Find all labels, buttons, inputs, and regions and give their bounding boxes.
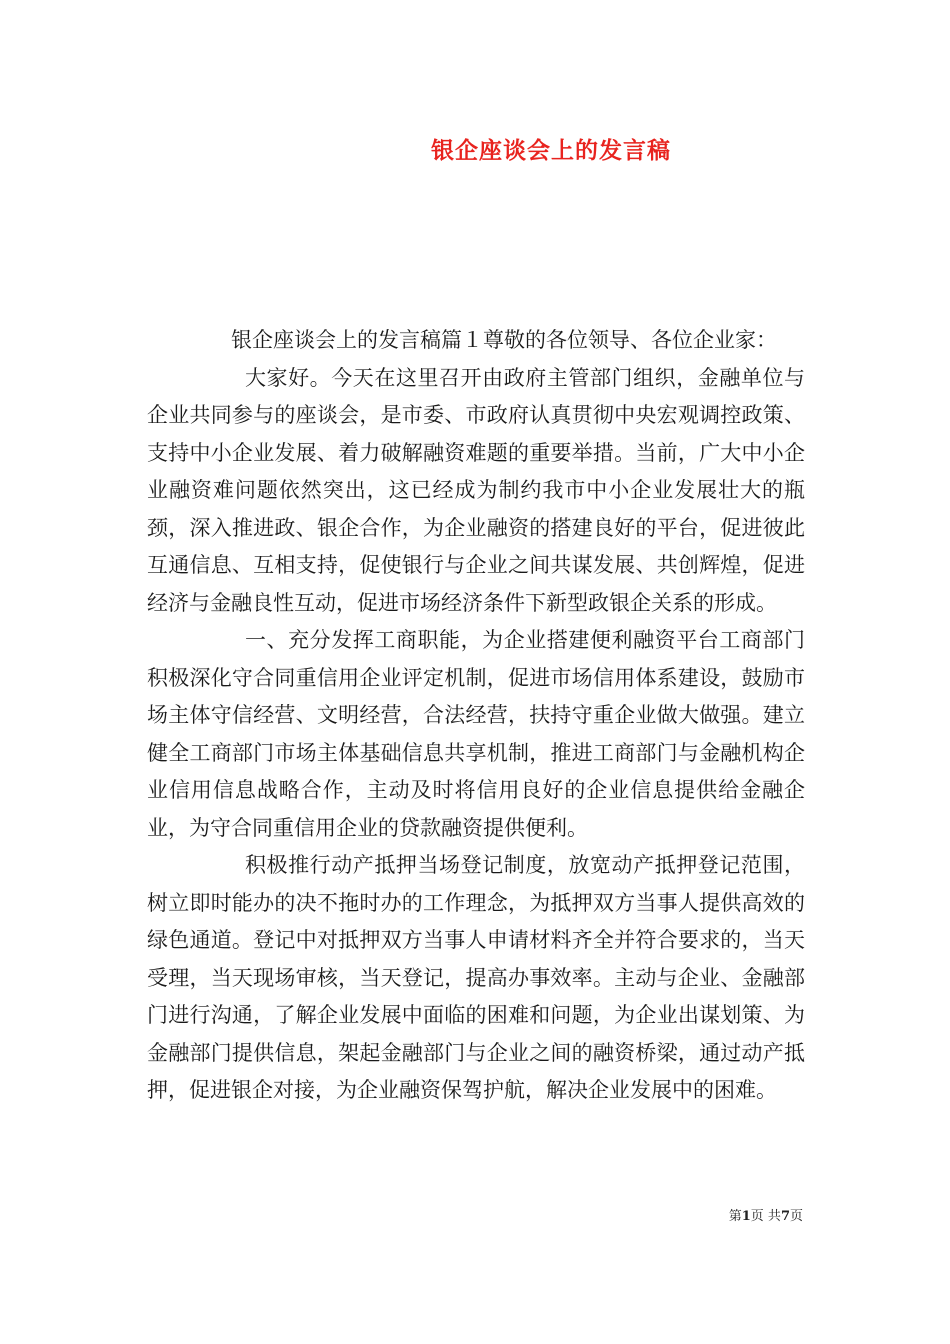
paragraph-greeting: 大家好。今天在这里召开由政府主管部门组织，金融单位与企业共同参与的座谈会，是市委、市政府认真贯彻中央宏观调控政策、支持中小企业发展、着力破解融资难题的重要举措。当前，广大中小企业融资难问题依然突出，这已经成为制约我市中小企业发展壮大的瓶颈，深入推进政、银企合作，为企业融资的搭建良好的平台，促进彼此互通信息、互相支持，促使银行与企业之间共谋发展、共创辉煌，促进经济与金融良性互动，促进市场经济条件下新型政银企关系的形成。 — [147, 365, 805, 615]
footer-total-pages: 7 — [780, 1209, 790, 1224]
footer-suffix: 页 — [789, 1209, 803, 1224]
paragraph-mortgage: 积极推行动产抵押当场登记制度，放宽动产抵押登记范围，树立即时能办的决不拖时办的工作理念，为抵押双方当事人提供高效的绿色通道。登记中对抵押双方当事人申请材料齐全并符合要求的，当天受理，当天现场审核，当天登记，提高办事效率。主动与企业、金融部门进行沟通，了解企业发展中面临的困难和问题，为企业出谋划策、为金融部门提供信息，架起金融部门与企业之间的融资桥梁，通过动产抵押，促进银企对接，为企业融资保驾护航，解决企业发展中的困难。 — [147, 853, 805, 1102]
footer-prefix: 第 — [728, 1209, 742, 1224]
document-title: 银企座谈会上的发言稿 — [431, 137, 671, 164]
paragraph-section-one: 一、充分发挥工商职能，为企业搭建便利融资平台工商部门积极深化守合同重信用企业评定机制，促进市场信用体系建设，鼓励市场主体守信经营、文明经营，合法经营，扶持守重企业做大做强。建立健全工商部门市场主体基础信息共享机制，推进工商部门与金融机构企业信用信息战略合作，主动及时将信用良好的企业信息提供给金融企业，为守合同重信用企业的贷款融资提供便利。 — [147, 628, 805, 840]
paragraph-salutation: 银企座谈会上的发言稿篇１尊敬的各位领导、各位企业家： — [231, 328, 777, 352]
footer-middle: 页 共 — [750, 1209, 781, 1224]
document-body — [147, 322, 805, 1110]
footer-current-page: 1 — [741, 1209, 751, 1224]
page-number-footer — [729, 1205, 803, 1224]
